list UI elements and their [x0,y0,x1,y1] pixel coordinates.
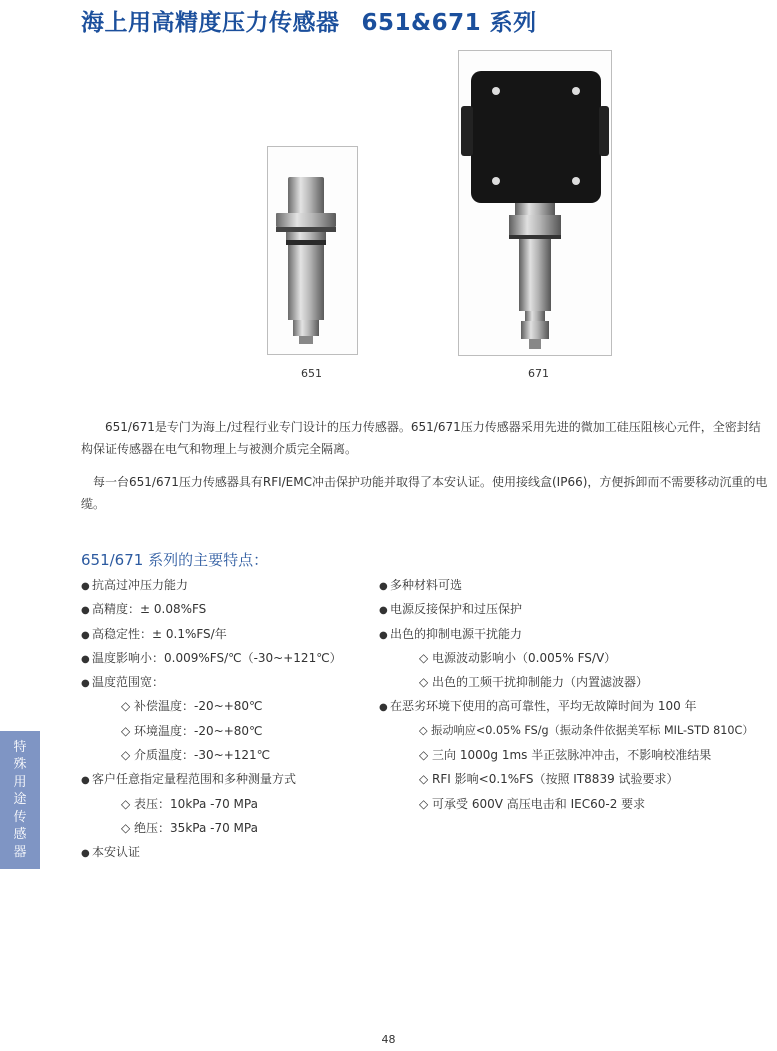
feature-subitem: ◇ 振动响应<0.05% FS/g（振动条件依据美军标 MIL-STD 810C） [419,723,754,737]
feature-item: ● 多种材料可选 [379,573,774,597]
side-tab-char: 用 [13,774,27,790]
bullet-icon: ● [379,629,388,641]
bullet-icon: ● [379,581,388,592]
feature-subitem: ◇ 可承受 600V 高压电击和 IEC60-2 要求 [419,796,646,811]
side-category-tab [0,731,40,869]
features-right-column [379,573,774,816]
feature-item: ● 在恶劣环境下使用的高可靠性，平均无故障时间为 100 年 [379,694,774,718]
side-tab-char: 特 [13,739,27,755]
pressure-sensor-651-photo [267,146,358,355]
title-text: 海上用高精度压力传感器 [81,10,340,36]
side-tab-char: 传 [13,809,27,825]
feature-subitem: ◇ 补偿温度：-20~+80℃ [121,699,263,714]
title-model: 651&671 系列 [361,10,537,36]
feature-item: ● 温度范围宽： [81,670,371,694]
feature-item: ● 电源反接保护和过压保护 [379,597,774,621]
side-tab-char: 途 [13,792,27,808]
side-tab-char: 器 [13,844,27,860]
feature-subitem: ◇ 电源波动影响小（0.005% FS/V） [419,650,617,665]
intro-paragraph-1: 651/671是专门为海上/过程行业专门设计的压力传感器。651/671压力传感器采用先进的微加工硅压阻核心元件，全密封结构保证传感器在电气和物理上与被测介质完全隔离。 [81,420,761,456]
features-heading: 651/671 系列的主要特点： [81,551,269,569]
feature-item: ● 高精度：± 0.08%FS [81,597,371,621]
caption-671: 671 [528,367,549,380]
feature-subitem: ◇ 表压：10kPa -70 MPa [121,796,258,811]
feature-item: ● 高稳定性：± 0.1%FS/年 [81,622,371,646]
intro-paragraph-2: 每一台651/671压力传感器具有RFI/EMC冲击保护功能并取得了本安认证。使用接线盒(IP66)，方便拆卸而不需要移动沉重的电缆。 [81,475,768,511]
bullet-icon: ● [81,605,90,617]
feature-item: ● 抗高过冲压力能力 [81,573,371,597]
side-tab-char: 殊 [13,757,27,773]
pressure-sensor-671-photo [458,50,612,356]
bullet-icon: ● [81,848,90,860]
feature-item: ● 出色的抑制电源干扰能力 [379,622,774,646]
feature-subitem: ◇ 环境温度：-20~+80℃ [121,723,263,738]
feature-item: ● 温度影响小：0.009%FS/℃（-30~+121℃） [81,646,371,670]
feature-item: ● 本安认证 [81,840,371,864]
bullet-icon: ● [81,629,90,641]
feature-subitem: ◇ 介质温度：-30~+121℃ [121,748,271,763]
bullet-icon: ● [81,775,90,787]
feature-subitem: ◇ 三向 1000g 1ms 半正弦脉冲冲击，不影响校准结果 [419,748,712,763]
bullet-icon: ● [81,678,90,690]
page-title [81,4,537,37]
bullet-icon: ● [379,605,388,617]
bullet-icon: ● [81,653,90,665]
caption-651: 651 [301,367,322,380]
bullet-icon: ● [379,702,388,714]
features-left-column [81,573,371,865]
side-tab-char: 感 [13,827,27,843]
feature-subitem: ◇ 绝压：35kPa -70 MPa [121,820,258,835]
bullet-icon: ● [81,581,90,592]
feature-subitem: ◇ 出色的工频干扰抑制能力（内置滤波器） [419,675,649,690]
page-number: 48 [381,1033,396,1046]
feature-subitem: ◇ RFI 影响<0.1%FS（按照 IT8839 试验要求） [419,772,679,787]
feature-item: ● 客户任意指定量程范围和多种测量方式 [81,767,371,791]
